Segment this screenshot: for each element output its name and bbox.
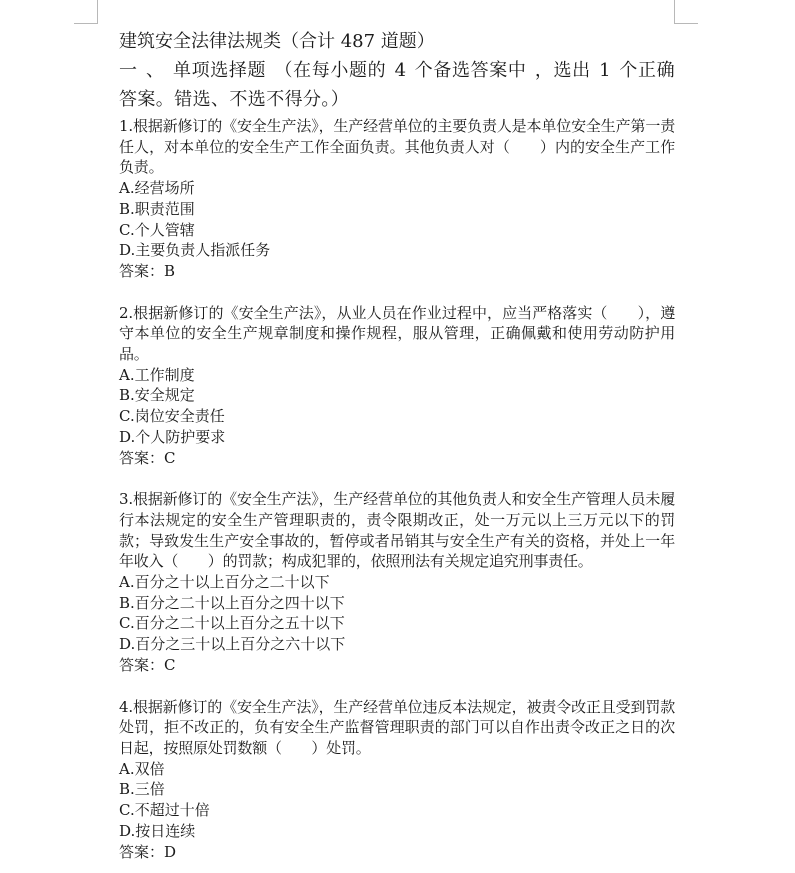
crop-mark-top-right-vertical [674, 0, 675, 24]
question-block [119, 489, 675, 675]
question-stem: 1.根据新修订的《安全生产法》，生产经营单位的主要负责人是本单位安全生产第一责任人，对本单位的安全生产工作全面负责。其他负责人对（ ）内的安全生产工作负责。 [119, 117, 675, 177]
answer-option: B.三倍 [119, 780, 165, 799]
correct-answer: 答案：C [119, 448, 176, 467]
correct-answer: 答案：C [119, 655, 176, 674]
answer-option: A.百分之十以上百分之二十以下 [119, 573, 330, 592]
crop-mark-top-left-vertical [97, 0, 98, 24]
document-page [119, 28, 675, 862]
answer-option: C.不超过十倍 [119, 801, 210, 820]
answer-option: C.个人管辖 [119, 220, 195, 239]
section-heading: 一 、 单项选择题 （在每小题的 4 个备选答案中 ，选出 1 个正确答案。错选、不选不得分。） [119, 60, 675, 110]
correct-answer: 答案：D [119, 842, 177, 861]
answer-option: C.岗位安全责任 [119, 407, 225, 426]
question-stem: 3.根据新修订的《安全生产法》，生产经营单位的其他负责人和安全生产管理人员未履行本法规定的安全生产管理职责的，责令限期改正，处一万元以上三万元以下的罚款；导致发生生产安全事故的，暂停或者吊销其与安全生产有关的资格，并处上一年年收入（ ）的罚款；构成犯罪的，依照刑法有关规定追究刑事责任。 [119, 490, 675, 571]
answer-option: A.经营场所 [119, 179, 195, 198]
answer-option: B.百分之二十以上百分之四十以下 [119, 593, 345, 612]
answer-option: D.个人防护要求 [119, 427, 226, 446]
question-block [119, 303, 675, 469]
answer-option: D.主要负责人指派任务 [119, 241, 271, 260]
answer-option: B.职责范围 [119, 199, 195, 218]
answer-option: B.安全规定 [119, 386, 195, 405]
question-stem: 4.根据新修订的《安全生产法》，生产经营单位违反本法规定，被责令改正且受到罚款处罚，拒不改正的，负有安全生产监督管理职责的部门可以自作出责令改正之日的次日起，按照原处罚数额（ ）处罚。 [119, 697, 675, 757]
crop-mark-top-right-horizontal [674, 23, 698, 24]
answer-option: C.百分之二十以上百分之五十以下 [119, 614, 345, 633]
correct-answer: 答案：B [119, 261, 176, 280]
answer-option: A.双倍 [119, 759, 165, 778]
document-title: 建筑安全法律法规类（合计 487 道题） [119, 31, 435, 52]
answer-option: A.工作制度 [119, 365, 195, 384]
question-block [119, 116, 675, 282]
question-block [119, 697, 675, 863]
answer-option: D.按日连续 [119, 821, 196, 840]
question-stem: 2.根据新修订的《安全生产法》，从业人员在作业过程中，应当严格落实（ ），遵守本单位的安全生产规章制度和操作规程，服从管理，正确佩戴和使用劳动防护用品。 [119, 303, 675, 364]
answer-option: D.百分之三十以上百分之六十以下 [119, 635, 346, 654]
crop-mark-top-left-horizontal [74, 23, 98, 24]
